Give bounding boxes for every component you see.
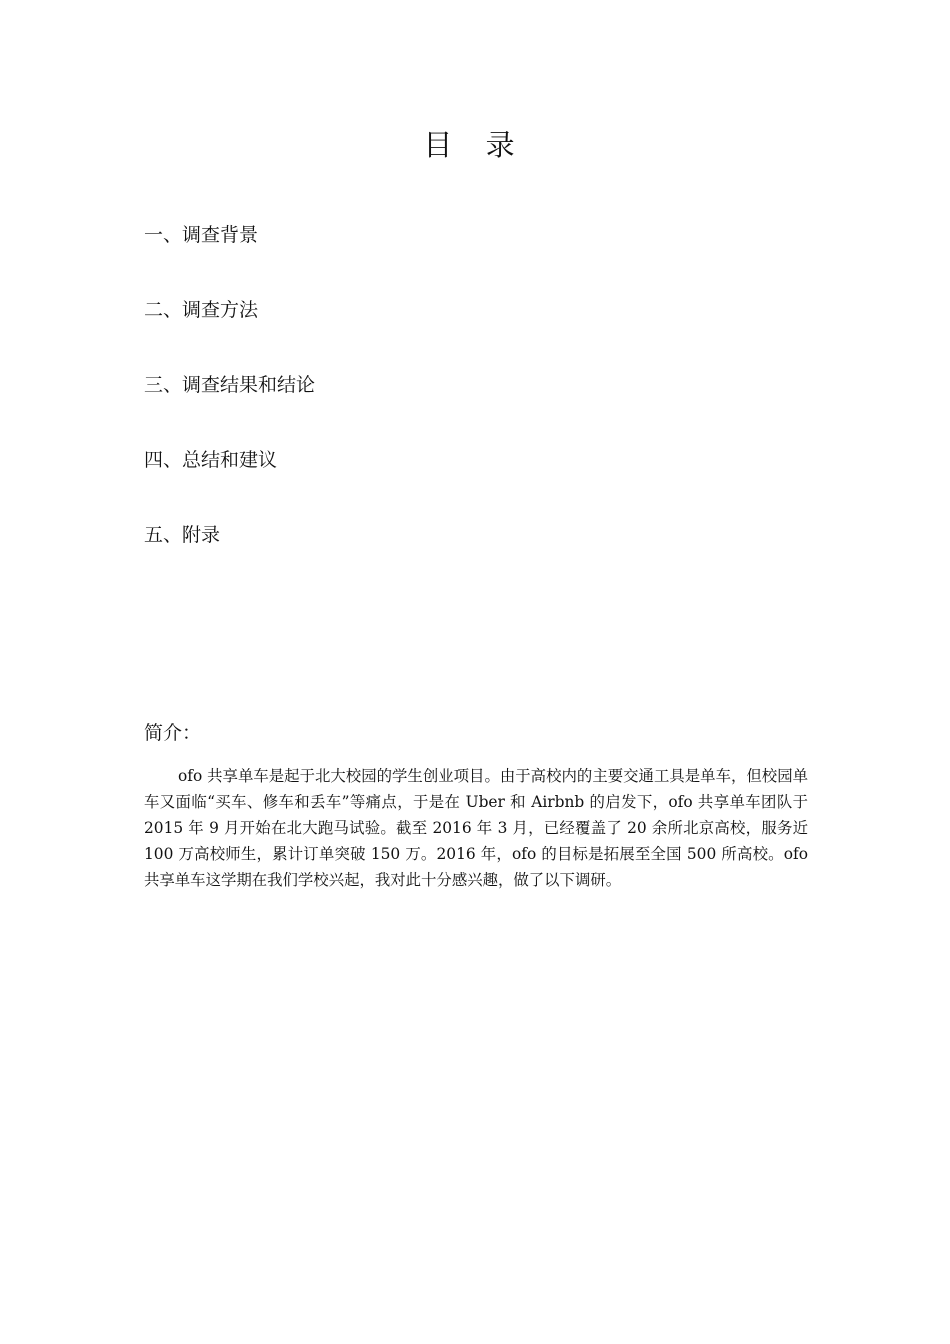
intro-paragraph: ofo 共享单车是起于北大校园的学生创业项目。由于高校内的主要交通工具是单车，但校园单车又面临“买车、修车和丢车”等痛点，于是在 Uber 和 Airbnb 的启发下，ofo 共享单车团队于 2015 年 9 月开始在北大跑马试验。截至 2016 年 3 月，已经覆盖了 20 余所北京高校，服务近 100 万高校师生，累计订单突破 150 万。2016 年，ofo 的目标是拓展至全国 500 所高校。ofo 共享单车这学期在我们学校兴起，我对此十分感兴趣，做了以下调研。 [144, 767, 808, 889]
toc-item-summary: 四、总结和建议 [144, 449, 278, 471]
intro-heading: 简介： [144, 722, 202, 744]
toc-title: 目 录 [423, 128, 527, 163]
toc-item-methods: 二、调查方法 [144, 299, 259, 321]
toc-item-results: 三、调查结果和结论 [144, 374, 316, 396]
table-of-contents [144, 220, 315, 595]
toc-item-appendix: 五、附录 [144, 524, 221, 546]
toc-item-background: 一、调查背景 [144, 224, 259, 246]
